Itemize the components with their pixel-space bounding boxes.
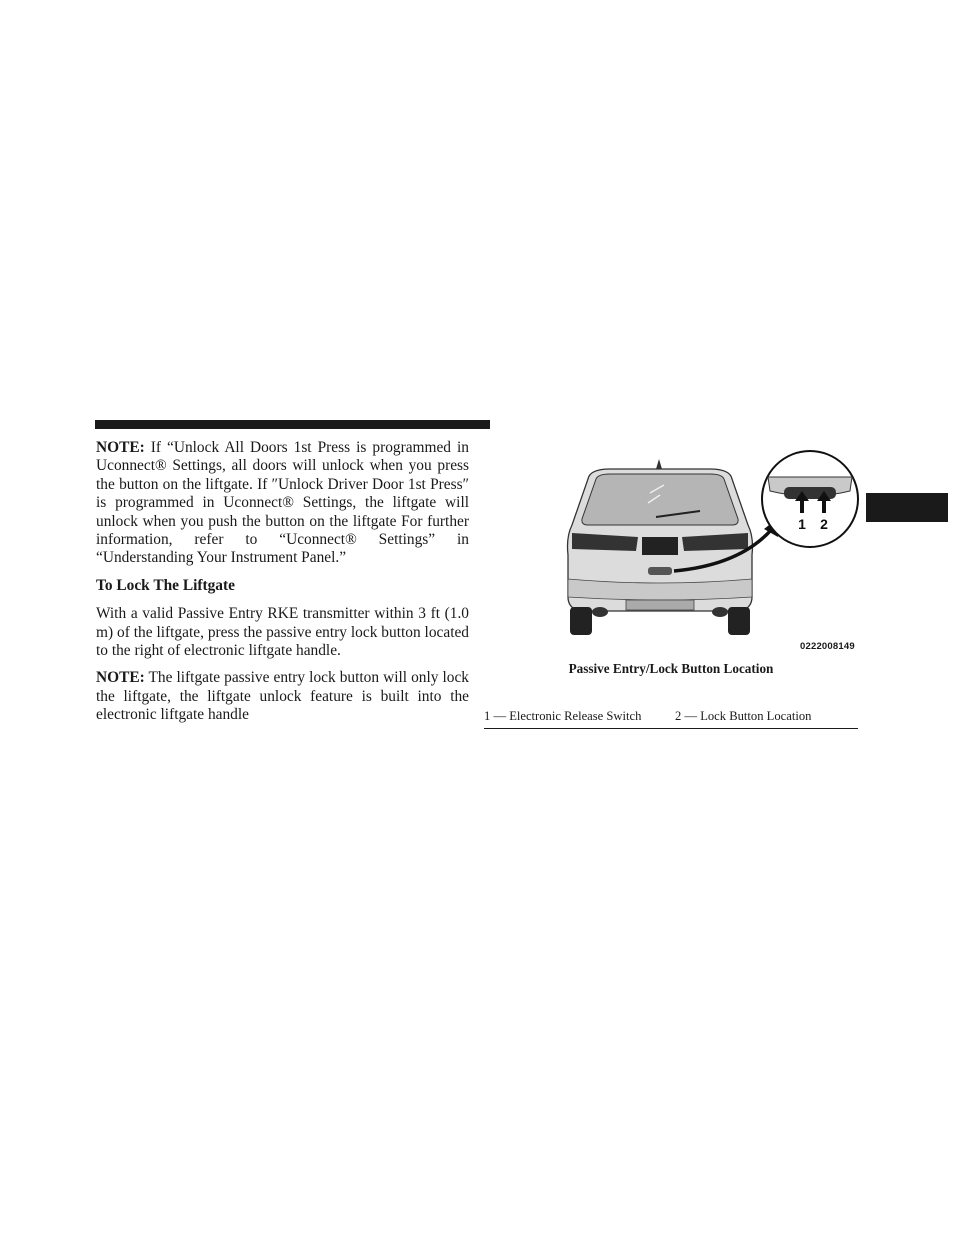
chapter-tab (866, 493, 948, 522)
body-paragraph: With a valid Passive Entry RKE transmitter within 3 ft (1.0 m) of the liftgate, press the passive entry lock button located to the right of electronic liftgate handle. (96, 605, 469, 660)
note-text: The liftgate passive entry lock button will only lock the liftgate, the liftgate unlock feature is built into the electronic liftgate handle (96, 669, 469, 724)
section-top-rule (95, 420, 490, 429)
legend-rule (484, 728, 858, 729)
legend-item-2: 2 — Lock Button Location (675, 709, 812, 723)
callout-2: 2 (820, 516, 828, 532)
section-heading: To Lock The Liftgate (96, 576, 235, 594)
note-label: NOTE: (96, 669, 145, 687)
left-column (96, 439, 469, 734)
note-text: If “Unlock All Doors 1st Press is programmed in Uconnect® Settings, all doors will unlock when you press the button on the liftgate. If ″Unlock Driver Door 1st Press″ is programmed in Uconnect® Settings, the liftgate will unlock when you push the button on the liftgate For further information, refer to “Uconnect® Settings” in “Understanding Your Instrument Panel.” (96, 439, 469, 567)
note-paragraph-2 (96, 669, 469, 724)
figure-code: 0222008149 (800, 641, 855, 652)
note-paragraph-1 (96, 439, 469, 568)
figure-caption: Passive Entry/Lock Button Location (568, 661, 774, 676)
legend-item-1: 1 — Electronic Release Switch (484, 709, 642, 723)
liftgate-illustration (560, 447, 860, 657)
note-label: NOTE: (96, 439, 145, 456)
callout-1: 1 (798, 516, 806, 532)
